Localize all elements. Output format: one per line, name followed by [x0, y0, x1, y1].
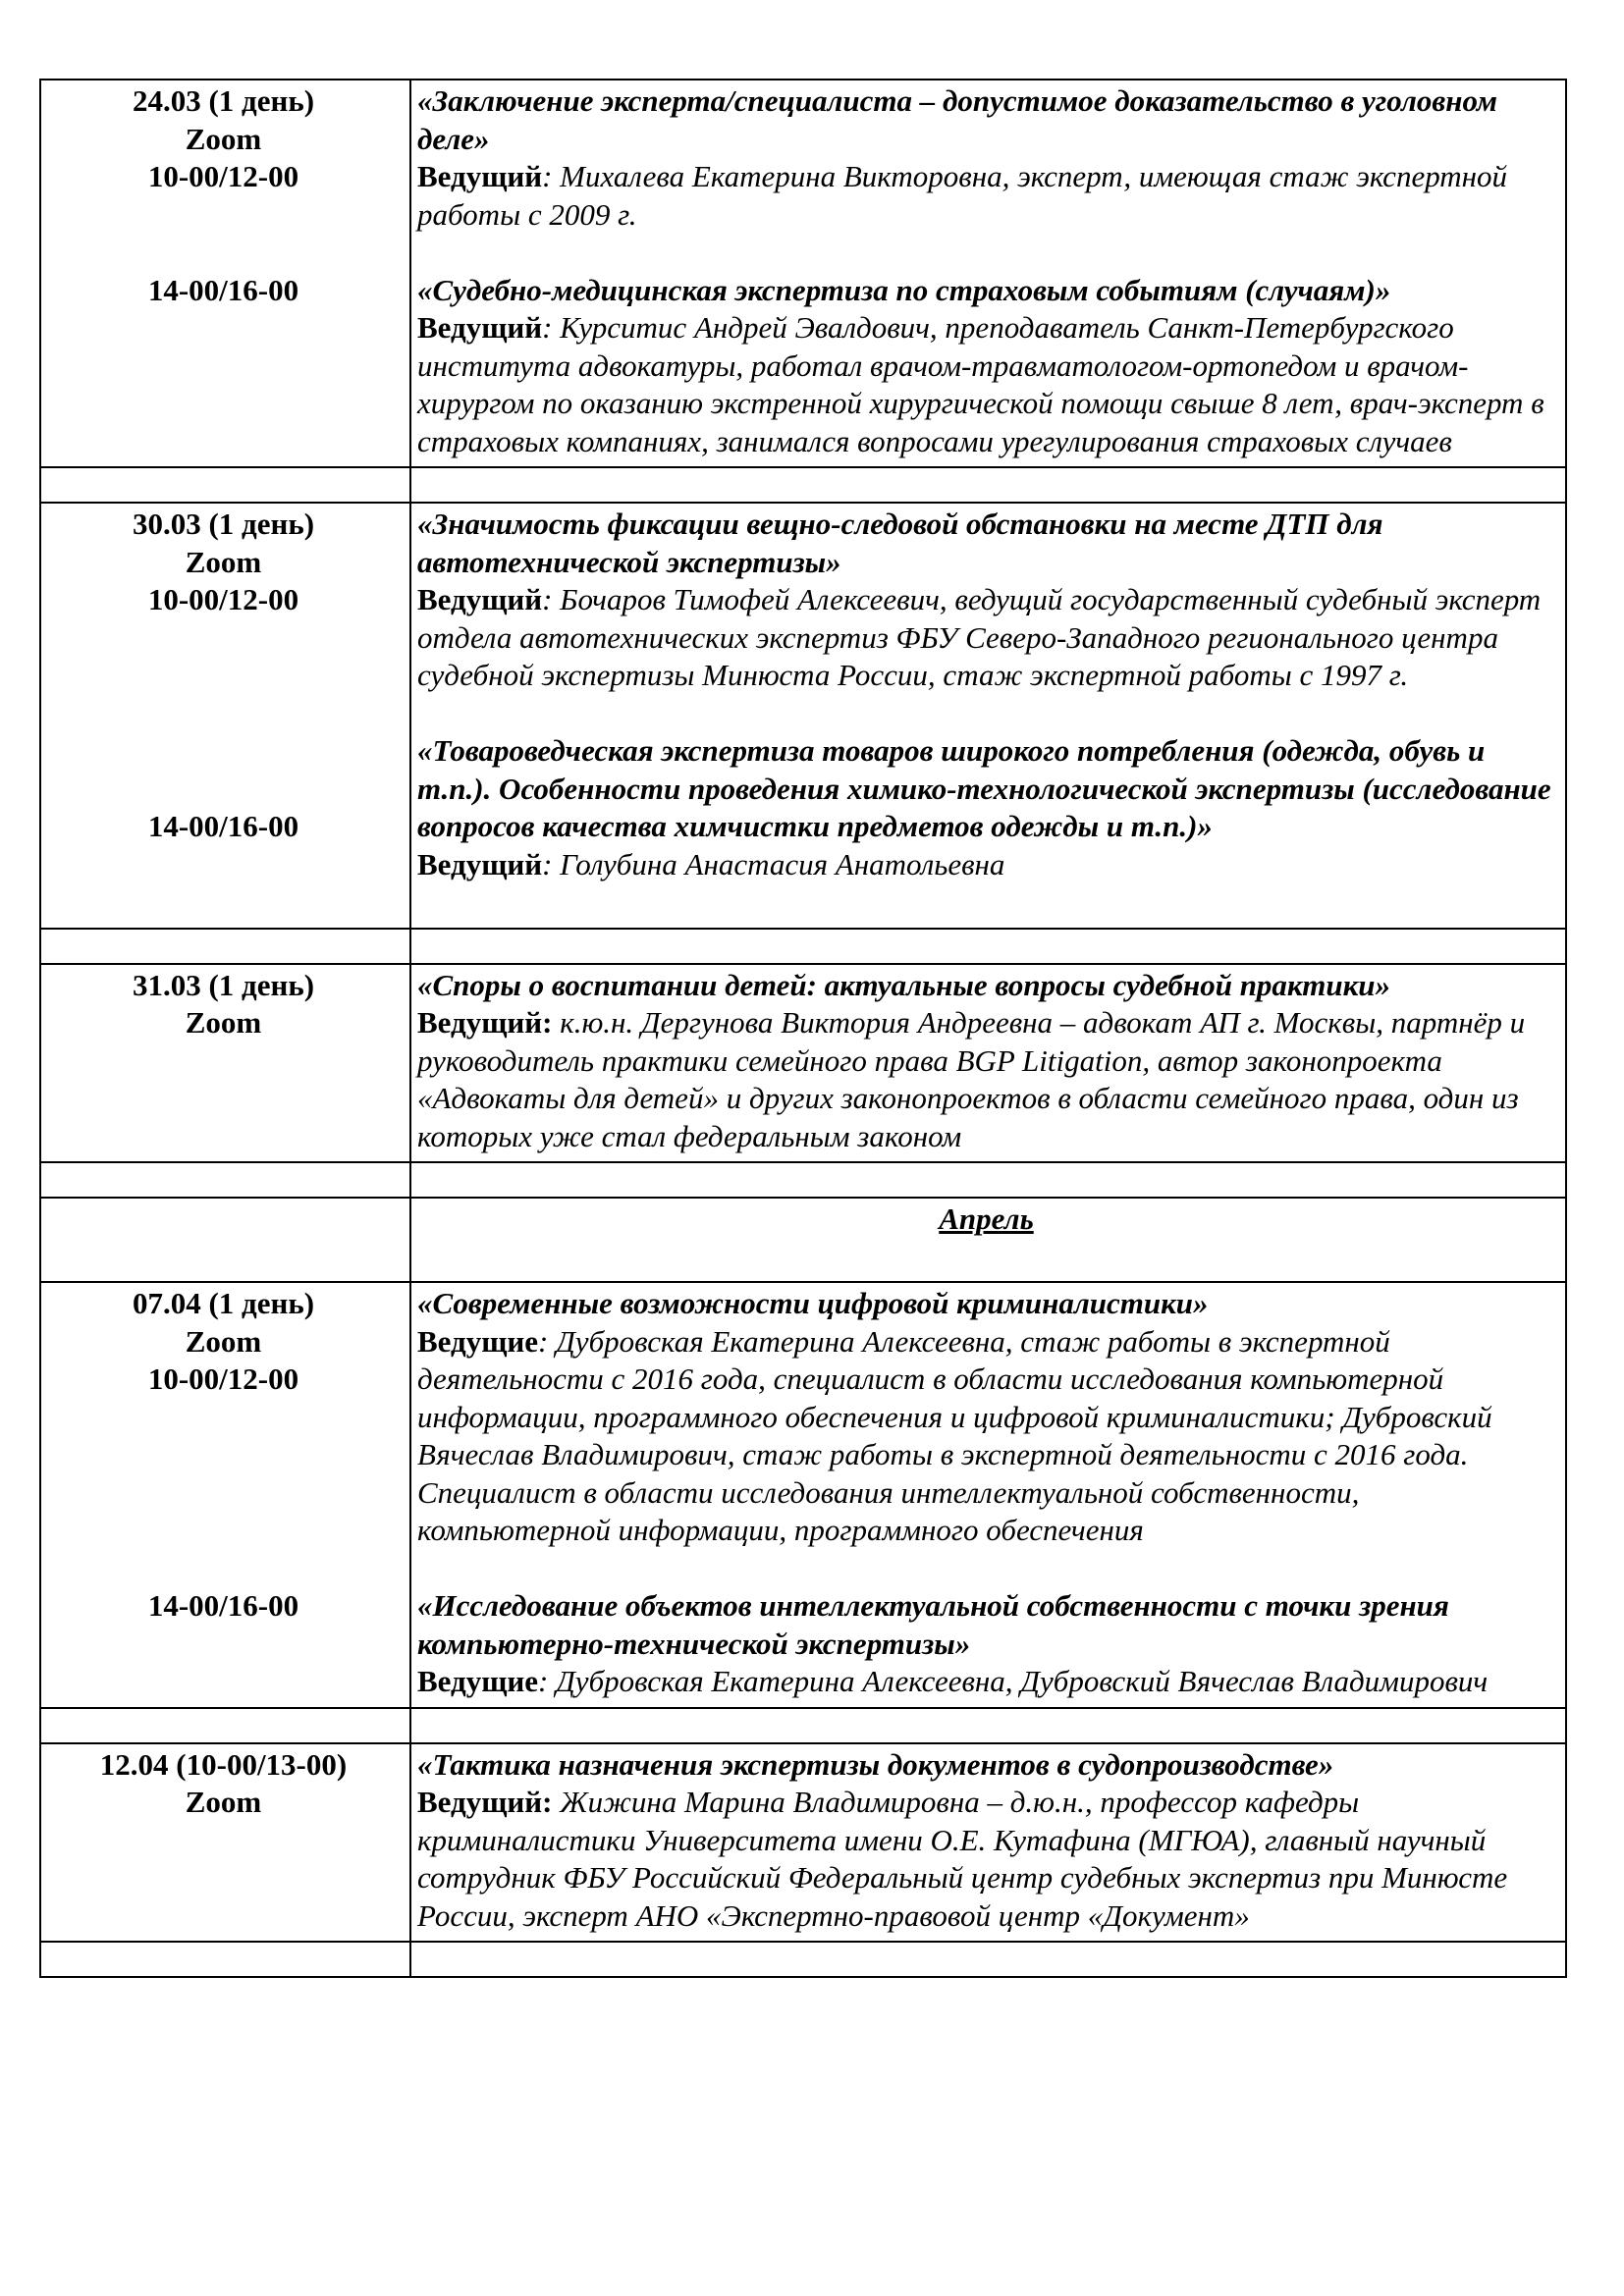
session-title: «Тактика назначения экспертизы документов в судопроизводстве»	[417, 1746, 1334, 1782]
lead-text: : Курситис Андрей Эвалдович, преподаватель Санкт-Петербургского института адвокатуры, работал врачом-травматологом-ортопедом и врачом-хирургом по оказанию экстренной хирургической помощи свыше 8 лет, врач-эксперт в страховых компаниях, занимался вопросами урегулирования страховых случаев	[417, 310, 1544, 458]
session-lead	[417, 1323, 1555, 1550]
spacer-row	[40, 1162, 1566, 1198]
session-title: «Товароведческая экспертиза товаров широкого потребления (одежда, обувь и т.п.). Особенности проведения химико-технологической экспертизы (исследование вопросов качества химчистки предметов одежды и т.п.)»	[417, 733, 1551, 843]
lead-label: Ведущий:	[417, 1005, 553, 1040]
event-date: 30.03 (1 день)	[132, 507, 315, 541]
event-platform: Zoom	[185, 1785, 262, 1819]
session-time: 14-00/16-00	[147, 1588, 299, 1623]
event-date: 24.03 (1 день)	[132, 83, 315, 118]
session-time: 10-00/12-00	[147, 1362, 299, 1396]
lead-label: Ведущий	[417, 159, 543, 193]
lead-text: Жижина Марина Владимировна – д.ю.н., профессор кафедры криминалистики Университета имени О.Е. Кутафина (МГЮА), главный научный сотрудник ФБУ Российский Федеральный центр судебных экспертиз при Минюсте России, эксперт АНО «Экспертно-правовой центр «Документ»	[417, 1785, 1508, 1933]
schedule-table	[39, 79, 1567, 1978]
lead-text: : Бочаров Тимофей Алексеевич, ведущий государственный судебный эксперт отдела автотехнических экспертиз ФБУ Северо-Западного регионального центра судебной экспертизы Минюста России, стаж экспертной работы с 1997 г.	[417, 582, 1542, 692]
month-row	[40, 1198, 1566, 1282]
lead-label: Ведущий	[417, 846, 543, 881]
event-date: 07.04 (1 день)	[132, 1286, 315, 1320]
session-title: «Исследование объектов интеллектуальной собственности с точки зрения компьютерно-технической экспертизы»	[417, 1588, 1449, 1661]
event-row	[40, 1743, 1566, 1943]
event-platform: Zoom	[185, 1005, 262, 1040]
session-lead	[417, 158, 1555, 234]
event-platform: Zoom	[185, 544, 262, 579]
session-time: 10-00/12-00	[147, 582, 299, 616]
lead-text: : Дубровская Екатерина Алексеевна, Дубровский Вячеслав Владимирович	[538, 1664, 1489, 1698]
lead-label: Ведущие	[417, 1664, 539, 1698]
event-details-cell	[410, 1282, 1566, 1708]
month-title: Апрель	[410, 1198, 1566, 1282]
spacer-row	[40, 929, 1566, 964]
session-lead	[417, 581, 1555, 695]
event-date: 12.04 (10-00/13-00)	[99, 1746, 348, 1782]
event-platform: Zoom	[185, 1323, 262, 1359]
session-time: 14-00/16-00	[147, 272, 299, 307]
lead-text: : Дубровская Екатерина Алексеевна, стаж работы в экспертной деятельности с 2016 года, специалист в области исследования компьютерной информации, программного обеспечения и цифровой криминалистики; Дубровский Вячеслав Владимирович, стаж работы в экспертной деятельности с 2016 года. Специалист в области исследования интеллектуальной собственности, компьютерной информации, программного обеспечения	[417, 1323, 1492, 1547]
event-row	[40, 964, 1566, 1163]
event-row	[40, 80, 1566, 467]
event-date-cell	[40, 964, 410, 1163]
session-lead	[417, 309, 1555, 460]
session-title: «Судебно-медицинская экспертиза по страховым событиям (случаям)»	[417, 272, 1391, 307]
lead-label: Ведущий:	[417, 1785, 553, 1819]
event-date-cell	[40, 1743, 410, 1943]
lead-label: Ведущий	[417, 310, 543, 345]
event-row	[40, 503, 1566, 929]
spacer-row	[40, 467, 1566, 503]
spacer-row	[40, 1708, 1566, 1743]
session-lead	[417, 1004, 1555, 1155]
event-details-cell	[410, 80, 1566, 467]
session-lead	[417, 846, 1555, 884]
event-date-cell	[40, 503, 410, 929]
session-lead	[417, 1784, 1555, 1935]
session-lead	[417, 1663, 1555, 1701]
event-details-cell	[410, 503, 1566, 929]
session-time: 14-00/16-00	[147, 809, 299, 843]
spacer-row	[40, 1942, 1566, 1977]
lead-text: : Михалева Екатерина Викторовна, эксперт, имеющая стаж экспертной работы с 2009 г.	[417, 159, 1508, 232]
lead-label: Ведущие	[417, 1323, 539, 1359]
event-details-cell	[410, 1743, 1566, 1943]
session-title: «Заключение эксперта/специалиста – допустимое доказательство в уголовном деле»	[417, 83, 1498, 156]
session-title: «Споры о воспитании детей: актуальные вопросы судебной практики»	[417, 967, 1391, 1002]
event-platform: Zoom	[185, 121, 262, 156]
lead-label: Ведущий	[417, 582, 543, 616]
event-date-cell	[40, 1282, 410, 1708]
event-row	[40, 1282, 1566, 1708]
session-title: «Современные возможности цифровой криминалистики»	[417, 1286, 1209, 1320]
session-time: 10-00/12-00	[147, 159, 299, 193]
lead-text: к.ю.н. Дергунова Виктория Андреевна – адвокат АП г. Москвы, партнёр и руководитель практики семейного права BGP Litigation, автор законопроекта «Адвокаты для детей» и других законопроектов в области семейного права, один из которых уже стал федеральным законом	[417, 1005, 1526, 1153]
event-date-cell	[40, 80, 410, 467]
lead-text: : Голубина Анастасия Анатольевна	[542, 846, 1005, 881]
session-title: «Значимость фиксации вещно-следовой обстановки на месте ДТП для автотехнической экспертизы»	[417, 507, 1383, 579]
event-date: 31.03 (1 день)	[132, 967, 315, 1002]
event-details-cell	[410, 964, 1566, 1163]
